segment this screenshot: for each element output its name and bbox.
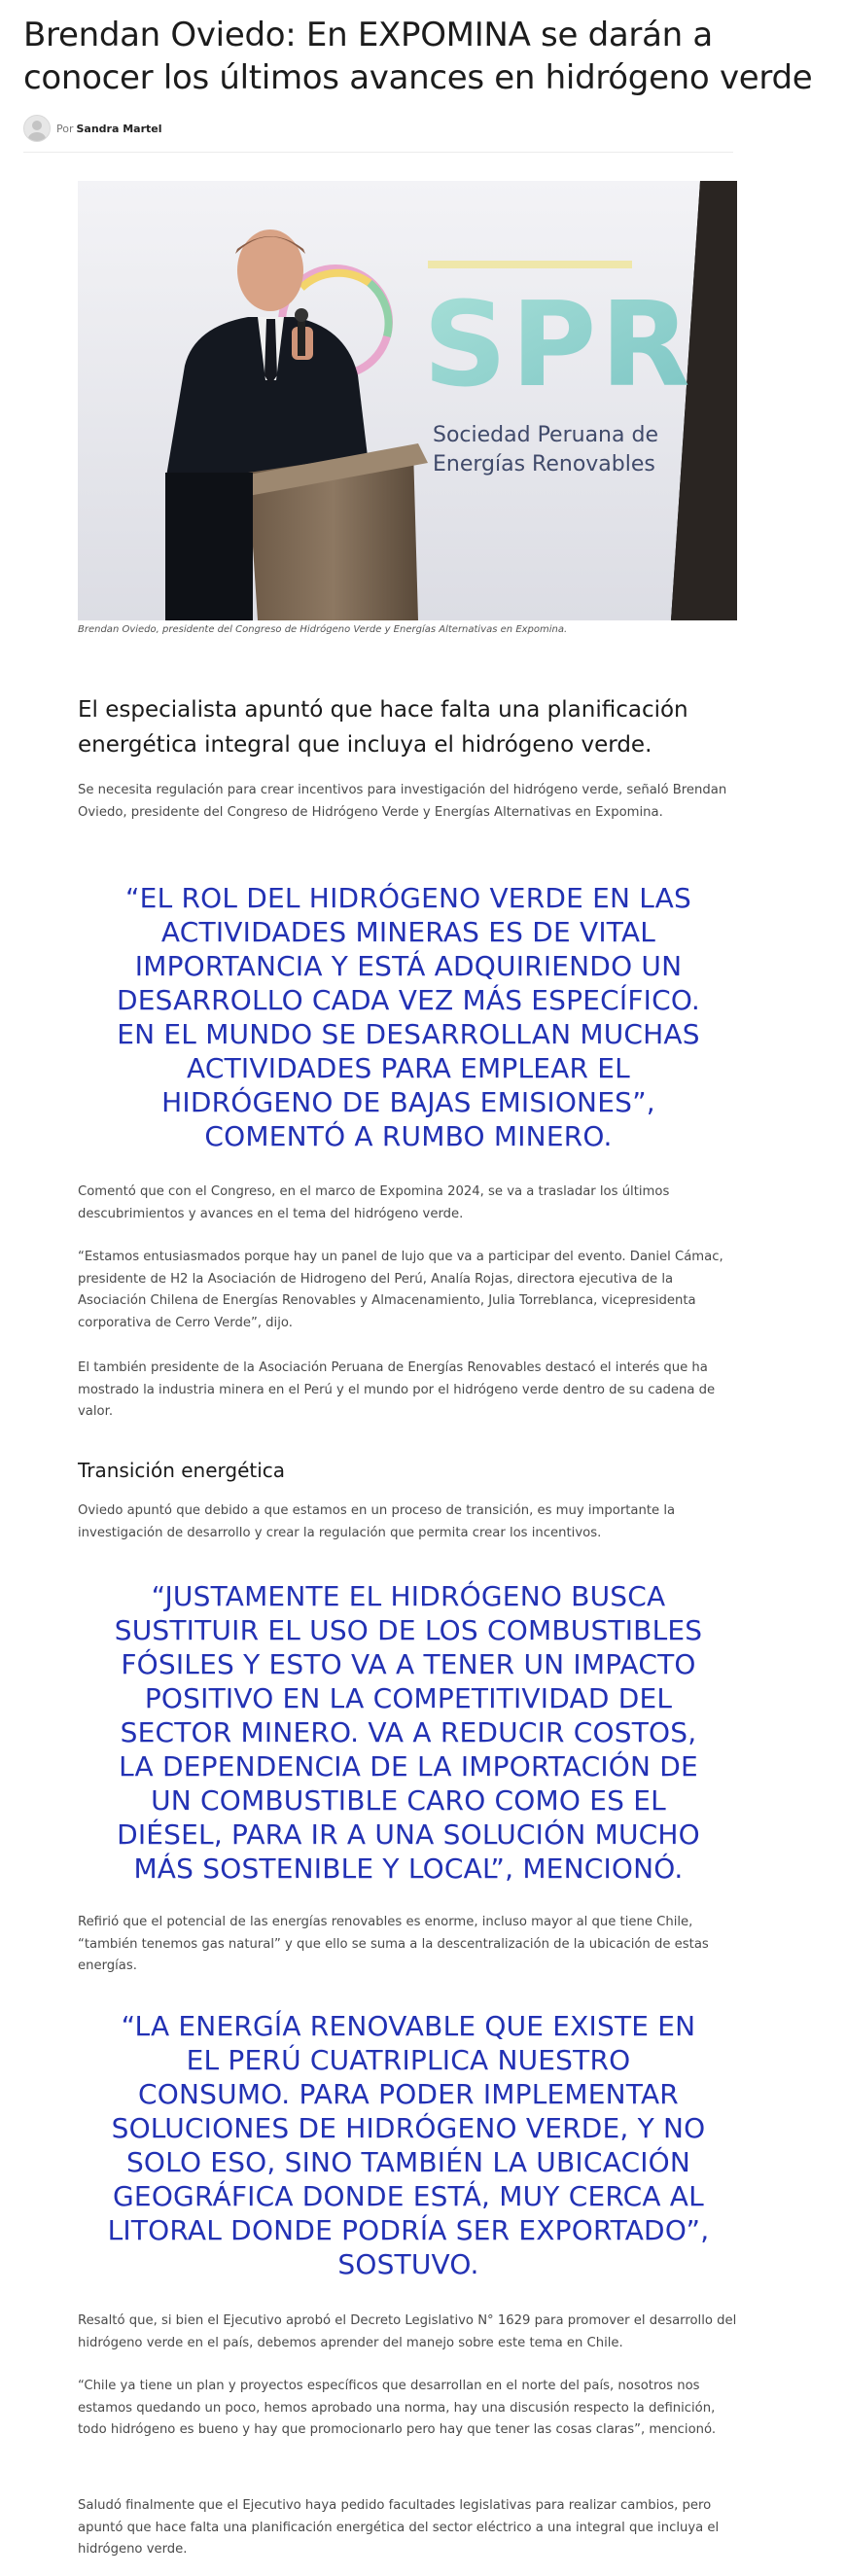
paragraph-8: “Chile ya tiene un plan y proyectos específicos que desarrollan en el norte del país, nosotros nos estamos quedando un poco, hemos aprobado una norma, hay una discusión respecto la definición, todo hidrógeno es bueno y hay que promocionarlo pero hay que tener las cosas claras”, mencionó. [78, 2379, 717, 2437]
byline [23, 115, 823, 142]
author-avatar[interactable] [23, 115, 51, 142]
byline-prefix: Por [56, 122, 74, 135]
paragraph-9: Saludó finalmente que el Ejecutivo haya pedido facultades legislativas para realizar cambios, pero apuntó que hace falta una planificación energética del sector eléctrico a una integral que incluya el hidrógeno verde. [78, 2498, 720, 2557]
hero-illustration [78, 181, 737, 620]
article-header [0, 0, 846, 142]
pull-quote-2: “JUSTAMENTE EL HIDRÓGENO BUSCA SUSTITUIR EL USO DE LOS COMBUSTIBLES FÓSILES Y ESTO VA A TENER UN IMPACTO POSITIVO EN LA COMPETITIVIDAD DEL SECTOR MINERO. VA A REDUCIR COSTOS, LA DEPENDENCIA DE LA IMPORTACIÓN DE UN COMBUSTIBLE CARO COMO ES EL DIÉSEL, PARA IR A UNA SOLUCIÓN MUCHO MÁS SOSTENIBLE Y LOCAL”, MENCIONÓ. [114, 1580, 703, 1885]
paragraph-1: Se necesita regulación para crear incentivos para investigación del hidrógeno verde, señaló Brendan Oviedo, presidente del Congreso de Hidrógeno Verde y Energías Alternativas en Expomina. [78, 783, 727, 820]
screen-org-line2: Energías Renovables [433, 452, 655, 476]
hero-caption: Brendan Oviedo, presidente del Congreso de Hidrógeno Verde y Energías Alternativas en Expomina. [78, 624, 568, 635]
paragraph-4: El también presidente de la Asociación Peruana de Energías Renovables destacó el interés que ha mostrado la industria minera en el Perú y el mundo por el hidrógeno verde dentro de su cadena de valor. [78, 1360, 716, 1419]
pull-quote-3: “LA ENERGÍA RENOVABLE QUE EXISTE EN EL PERÚ CUATRIPLICA NUESTRO CONSUMO. PARA PODER IMPLEMENTAR SOLUCIONES DE HIDRÓGENO VERDE, Y NO SOLO ESO, SINO TAMBIÉN LA UBICACIÓN GEOGRÁFICA DONDE ESTÁ, MUY CERCA AL LITORAL DONDE PODRÍA SER EXPORTADO”, SOSTUVO. [107, 2010, 710, 2280]
hero-image [78, 181, 737, 620]
author-name[interactable]: Sandra Martel [76, 122, 162, 135]
paragraph-5: Oviedo apuntó que debido a que estamos en un proceso de transición, es muy importante la investigación de desarrollo y crear la regulación que permita crear los incentivos. [78, 1503, 676, 1540]
paragraph-2: Comentó que con el Congreso, en el marco de Expomina 2024, se va a trasladar los últimos descubrimientos y avances en el tema del hidrógeno verde. [78, 1184, 670, 1221]
article-subtitle: El especialista apuntó que hace falta una planificación energética integral que incluya el hidrógeno verde. [78, 697, 688, 758]
user-silhouette-icon [24, 116, 50, 141]
paragraph-6: Refirió que el potencial de las energías renovables es enorme, incluso mayor al que tiene Chile, “también tenemos gas natural” y que ello se suma a la descentralización de la ubicación de estas energías. [78, 1915, 709, 1973]
screen-org-line1: Sociedad Peruana de [433, 423, 658, 447]
header-divider [23, 152, 733, 153]
paragraph-7: Resaltó que, si bien el Ejecutivo aprobó el Decreto Legislativo N° 1629 para promover el desarrollo del hidrógeno verde en el país, debemos aprender del manejo sobre este tema en Chile. [78, 2313, 737, 2350]
section-heading-transicion: Transición energética [78, 1459, 286, 1482]
screen-logo-text: SPR [423, 278, 694, 413]
paragraph-3: “Estamos entusiasmados porque hay un panel de lujo que va a participar del evento. Daniel Cámac, presidente de H2 la Asociación de Hidrogeno del Perú, Analía Rojas, directora ejecutiva de la Asociación Chilena de Energías Renovables y Almacenamiento, Julia Torreblanca, vicepresidenta corporativa de Cerro Verde”, dijo. [78, 1250, 723, 1330]
pull-quote-1: “EL ROL DEL HIDRÓGENO VERDE EN LAS ACTIVIDADES MINERAS ES DE VITAL IMPORTANCIA Y ESTÁ ADQUIRIENDO UN DESARROLLO CADA VEZ MÁS ESPECÍFICO. EN EL MUNDO SE DESARROLLAN MUCHAS ACTIVIDADES PARA EMPLEAR EL HIDRÓGENO DE BAJAS EMISIONES”, COMENTÓ A RUMBO MINERO. [116, 882, 701, 1152]
article-title: Brendan Oviedo: En EXPOMINA se darán a conocer los últimos avances en hidrógeno verde [23, 16, 813, 97]
